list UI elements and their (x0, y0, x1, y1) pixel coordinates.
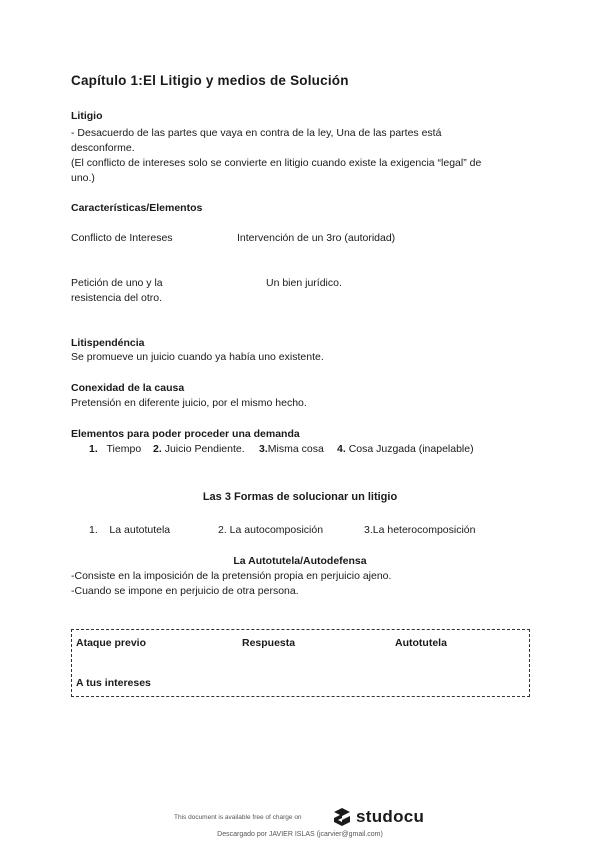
caracteristica-intervencion: Intervención de un 3ro (autoridad) (237, 232, 396, 244)
elemento-demanda-2 (153, 442, 245, 457)
elemento-demanda-4 (337, 442, 474, 457)
elemento-demanda-3-text: Misma cosa (267, 443, 324, 455)
forma-autocomposicion: 2. La autocomposición (218, 524, 324, 536)
table-header-respuesta: Respuesta (242, 637, 296, 649)
elemento-demanda-2-num: 2. (153, 443, 162, 455)
elemento-demanda-4-text: Cosa Juzgada (inapelable) (348, 443, 474, 455)
elemento-demanda-3 (259, 442, 324, 457)
elemento-demanda-2-text: Juicio Pendiente. (164, 443, 245, 455)
elementos-demanda-heading: Elementos para poder proceder una demanda (71, 428, 300, 440)
caracteristica-conflicto: Conflicto de Intereses (71, 232, 173, 244)
elemento-demanda-1 (89, 442, 141, 457)
footer-downloaded: Descargado por JAVIER ISLAS (jcarvier@gmail.com) (217, 831, 383, 838)
litispendencia-text: Se promueve un juicio cuando ya había uno existente. (71, 351, 324, 363)
caracteristicas-heading: Características/Elementos (71, 202, 203, 214)
conexidad-heading: Conexidad de la causa (71, 382, 185, 394)
litispendencia-heading: Litispendéncia (71, 337, 145, 349)
litigio-line-4: uno.) (71, 172, 95, 184)
caracteristica-peticion-1: Petición de uno y la (71, 277, 163, 289)
footer-available-text: This document is available free of charge on (174, 814, 302, 821)
autotutela-line-2: -Cuando se impone en perjuicio de otra persona. (71, 585, 299, 597)
studocu-logo-icon (331, 806, 353, 828)
caracteristica-bien-juridico: Un bien jurídico. (266, 277, 342, 289)
table-header-autotutela: Autotutela (395, 637, 447, 649)
litigio-line-1: - Desacuerdo de las partes que vaya en contra de la ley, Una de las partes está (71, 127, 442, 139)
table-header-ataque: Ataque previo (76, 637, 147, 649)
caracteristica-peticion-2: resistencia del otro. (71, 292, 163, 304)
studocu-brand[interactable]: studocu (356, 807, 425, 826)
autotutela-line-1: -Consiste en la imposición de la pretensión propia en perjuicio ajeno. (71, 570, 392, 582)
litigio-line-2: desconforme. (71, 142, 135, 154)
elemento-demanda-1-text: Tiempo (106, 443, 142, 455)
formas-heading: Las 3 Formas de solucionar un litigio (202, 491, 398, 503)
table-cell-intereses: A tus intereses (76, 677, 151, 689)
litigio-line-3: (El conflicto de intereses solo se convierte en litigio cuando existe la exigencia “legal” de (71, 157, 482, 169)
chapter-title: Capítulo 1:El Litigio y medios de Solución (71, 73, 349, 88)
autotutela-table (71, 629, 530, 697)
conexidad-text: Pretensión en diferente juicio, por el mismo hecho. (71, 397, 307, 409)
autotutela-heading: La Autotutela/Autodefensa (233, 555, 367, 567)
elemento-demanda-3-num: 3. (259, 443, 268, 455)
forma-heterocomposicion: 3.La heterocomposición (364, 524, 476, 536)
elemento-demanda-1-num: 1. (89, 443, 98, 455)
litigio-heading: Litigio (71, 110, 103, 122)
elemento-demanda-4-num: 4. (337, 443, 346, 455)
forma-autotutela: 1. La autotutela (89, 524, 171, 536)
